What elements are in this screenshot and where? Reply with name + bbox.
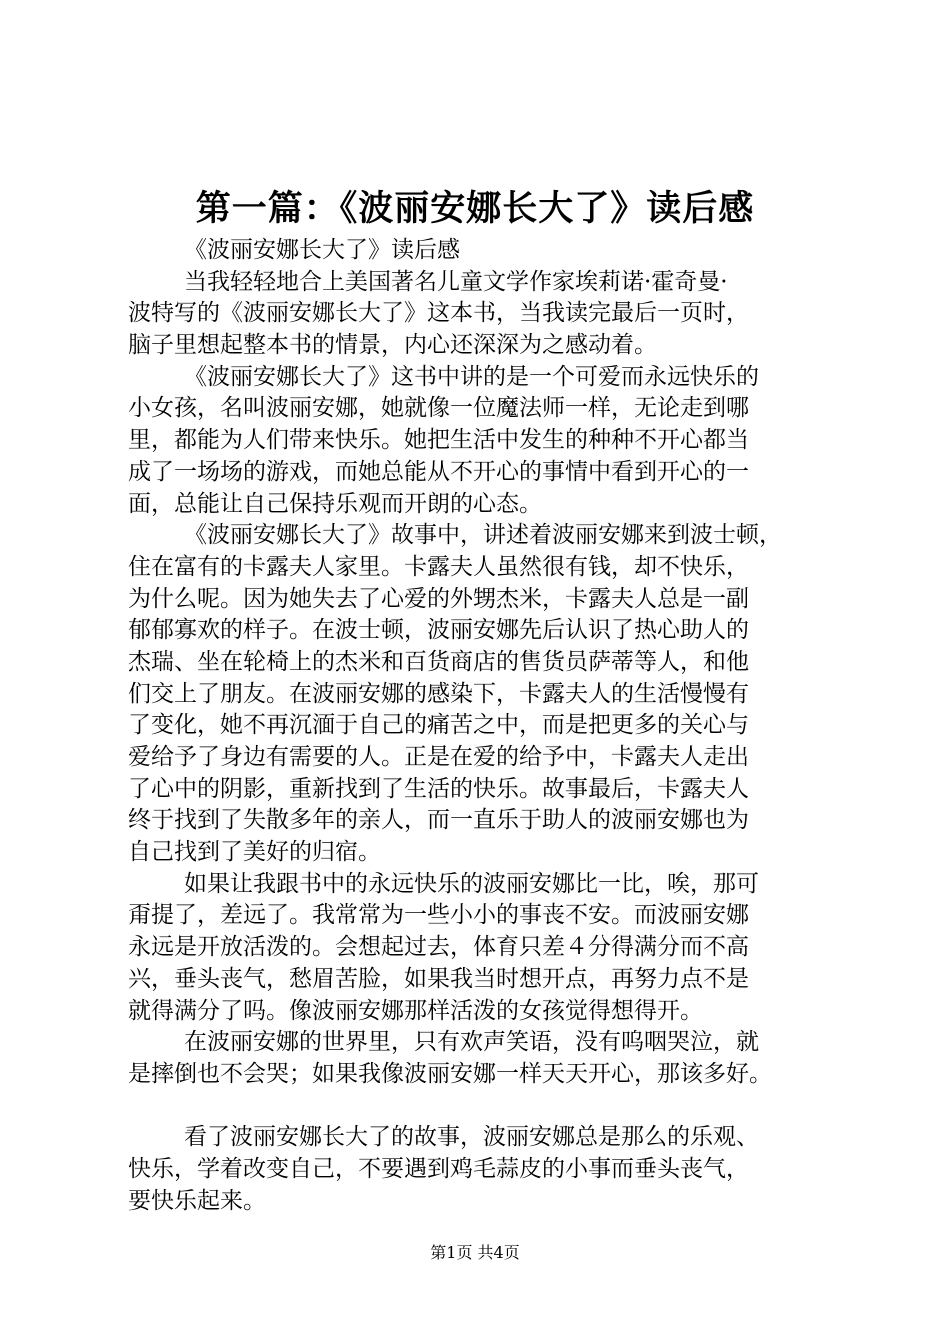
paragraph-line: 面，总能让自己保持乐观而开朗的心态。 [128,490,542,517]
document-body [128,235,828,1217]
paragraph-line: 了心中的阴影，重新找到了生活的快乐。故事最后，卡露夫人 [128,775,749,802]
paragraph-line: 住在富有的卡露夫人家里。卡露夫人虽然很有钱，却不快乐， [128,553,749,580]
paragraph-line: 永远是开放活泼的。会想起过去，体育只差４分得满分而不高 [128,934,749,961]
paragraph-line: 要快乐起来。 [128,1187,266,1214]
paragraph-line: 波特写的《波丽安娜长大了》这本书，当我读完最后一页时， [128,300,749,327]
paragraph-line: 爱给予了身边有需要的人。正是在爱的给予中，卡露夫人走出 [128,744,749,770]
paragraph-line: 们交上了朋友。在波丽安娜的感染下，卡露夫人的生活慢慢有 [128,680,749,707]
document-title: 第一篇：《波丽安娜长大了》读后感 [195,188,755,229]
paragraph-line: 自己找到了美好的归宿。 [128,839,381,866]
paragraph-line: 小女孩，名叫波丽安娜，她就像一位魔法师一样，无论走到哪 [128,395,749,422]
paragraph-line: 为什么呢。因为她失去了心爱的外甥杰米，卡露夫人总是一副 [128,585,749,612]
paragraph-line: 兴，垂头丧气，愁眉苦脸，如果我当时想开点，再努力点不是 [128,965,749,992]
paragraph-line: 脑子里想起整本书的情景，内心还深深为之感动着。 [128,332,657,359]
paragraph-line: 里，都能为人们带来快乐。她把生活中发生的种种不开心都当 [128,427,749,454]
subtitle-line: 《波丽安娜长大了》读后感 [184,237,460,263]
paragraph-line: 了变化，她不再沉湎于自己的痛苦之中，而是把更多的关心与 [128,712,749,739]
paragraph-spacer [128,1091,828,1123]
paragraph-line: 就得满分了吗。像波丽安娜那样活泼的女孩觉得想得开。 [128,997,703,1024]
paragraph-line: 快乐，学着改变自己，不要遇到鸡毛蒜皮的小事而垂头丧气， [128,1155,749,1182]
paragraph-line: 看了波丽安娜长大了的故事，波丽安娜总是那么的乐观、 [184,1124,759,1151]
paragraph-line: 《波丽安娜长大了》这书中讲的是一个可爱而永远快乐的 [184,363,759,390]
paragraph-line: 杰瑞、坐在轮椅上的杰米和百货商店的售货员萨蒂等人，和他 [128,648,749,675]
paragraph-line: 成了一场场的游戏，而她总能从不开心的事情中看到开心的一 [128,458,749,485]
page-footer: 第1页 共4页 [430,1243,520,1262]
paragraph-line: 是摔倒也不会哭；如果我像波丽安娜一样天天开心，那该多好。 [128,1060,772,1087]
paragraph-line: 终于找到了失散多年的亲人，而一直乐于助人的波丽安娜也为 [128,807,749,834]
paragraph-line: 当我轻轻地合上美国著名儿童文学作家埃莉诺·霍奇曼· [184,268,728,295]
paragraph-line: 郁郁寡欢的样子。在波士顿，波丽安娜先后认识了热心助人的 [128,617,749,644]
paragraph-line: 在波丽安娜的世界里，只有欢声笑语，没有呜咽哭泣，就 [184,1029,759,1056]
paragraph-line: 甭提了，差远了。我常常为一些小小的事丧不安。而波丽安娜 [128,902,749,929]
paragraph-line: 如果让我跟书中的永远快乐的波丽安娜比一比，唉，那可 [184,870,759,897]
paragraph-line: 《波丽安娜长大了》故事中，讲述着波丽安娜来到波士顿， [184,522,782,549]
